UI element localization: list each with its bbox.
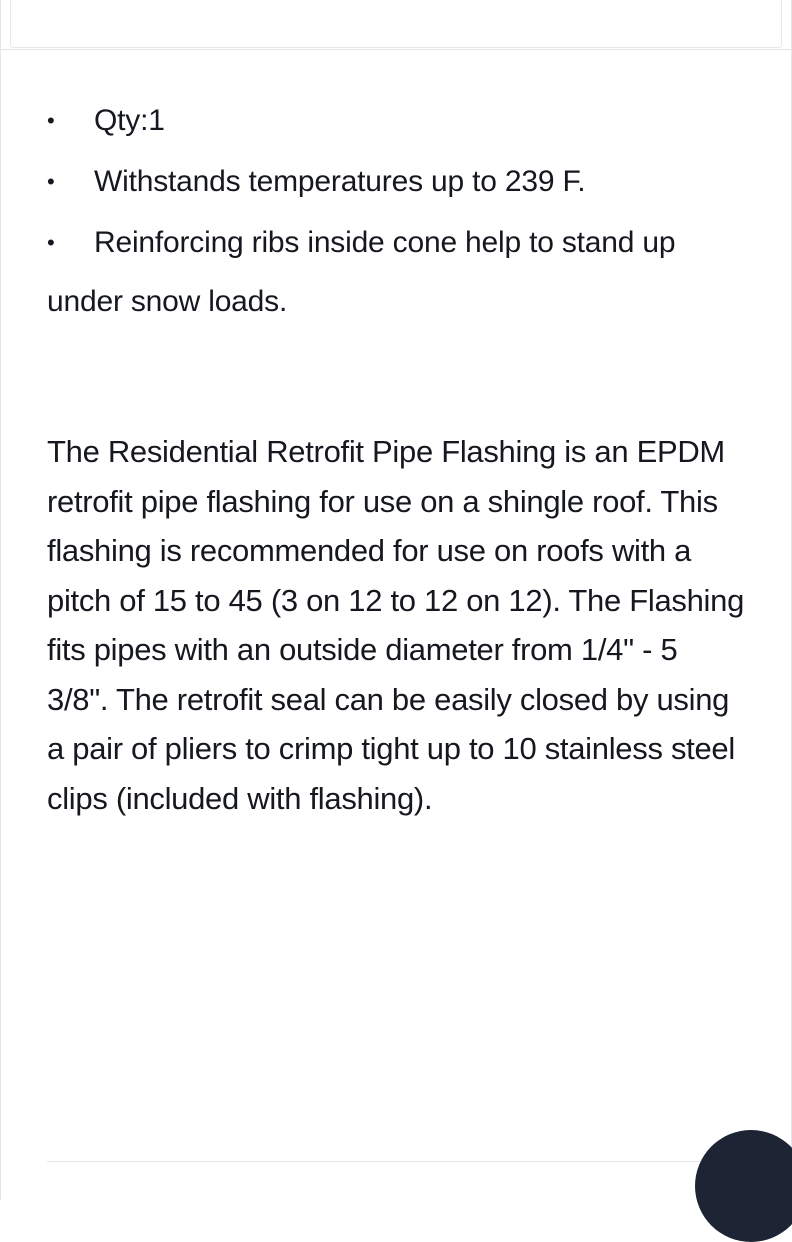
bullet-marker-icon: • [47,230,55,255]
list-item [47,152,745,211]
bullet-marker-icon: • [47,169,55,194]
list-item [47,91,745,150]
description-paragraph: The Residential Retrofit Pipe Flashing is an EPDM retrofit pipe flashing for use on a shingle roof. This flashing is recommended for use on roofs with a pitch of 15 to 45 (3 on 12 to 12 on 12). The Flashing fits pipes with an outside diameter from 1/4" - 5 3/8". The retrofit seal can be easily closed by using a pair of pliers to crimp tight up to 10 stainless steel clips (included with flashing). [47,434,745,816]
list-item-text: Withstands temperatures up to 239 F. [94,165,586,198]
bullet-marker-icon: • [47,108,55,133]
top-collapsed-panel[interactable] [1,0,791,50]
specs-bullet-list [47,51,745,331]
top-collapsed-panel-card[interactable] [10,0,782,48]
list-item-text: Reinforcing ribs inside cone help to stand up under snow loads. [47,226,676,318]
section-divider [47,1161,745,1162]
floating-action-blob[interactable] [695,1130,792,1242]
description-block [47,427,745,823]
list-item [47,213,745,331]
list-item-text: Qty:1 [94,104,165,137]
product-details-content [1,51,791,1200]
